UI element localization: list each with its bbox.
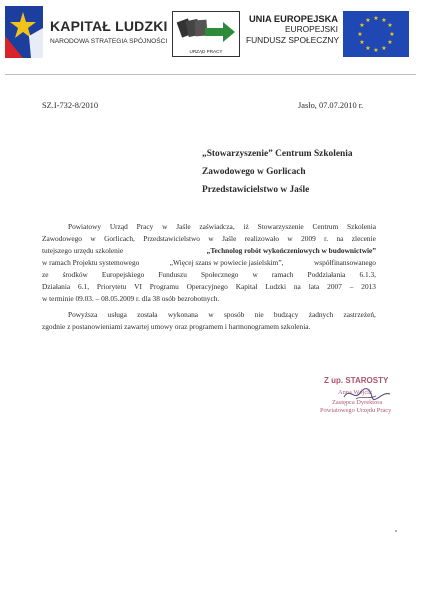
svg-text:★: ★	[365, 45, 371, 52]
word: iż	[243, 222, 249, 231]
urzad-pracy-caption: URZĄD PRACY	[189, 49, 223, 54]
svg-text:★: ★	[381, 45, 387, 52]
eu-line-1: EUROPEJSKI	[284, 24, 338, 34]
word: Działania	[42, 282, 71, 291]
word: Zawodowego	[42, 234, 82, 243]
svg-text:★: ★	[389, 31, 395, 38]
stamp-office: Powiatowego Urzędu Pracy	[320, 407, 392, 414]
word: w	[90, 234, 96, 243]
word: zlecenie	[351, 234, 376, 243]
word: Kapitał	[235, 282, 258, 291]
svg-text:★: ★	[373, 15, 379, 22]
word: 2013	[361, 282, 376, 291]
word: Społecznego	[200, 270, 239, 279]
word: nie	[254, 310, 264, 319]
stamp-name: Anna Wójcik	[338, 389, 373, 396]
project-name: „Więcej szans w powiecie jasielskim”,	[169, 258, 284, 267]
p2-line-2	[42, 321, 376, 333]
addressee-line-1: „Stowarzyszenie” Centrum Szkolenia	[202, 149, 353, 159]
eu-flag-icon	[343, 11, 409, 57]
kapital-ludzki-title: KAPITAŁ LUDZKI	[50, 18, 168, 34]
word: Powyższa	[68, 310, 98, 319]
eu-text-block	[246, 14, 338, 46]
word: w	[252, 270, 258, 279]
p1-line-1	[42, 221, 376, 233]
p1-line-3	[42, 245, 376, 257]
eu-title: UNIA EUROPEJSKA	[248, 14, 338, 24]
word: Przedstawicielstwo	[143, 234, 200, 243]
svg-text:★: ★	[357, 31, 363, 38]
word: budzący	[273, 310, 299, 319]
word: Stowarzyszenie	[257, 222, 304, 231]
urzad-pracy-arrow-icon	[175, 14, 237, 48]
word: została	[137, 310, 158, 319]
word: Pracy	[136, 222, 154, 231]
text-span: w terminie 09.03. – 08.05.2009 r. dla 38 osób bezrobotnych.	[42, 294, 220, 303]
word: 6.1.3,	[359, 270, 376, 279]
word: środków	[62, 270, 88, 279]
p1-line-4	[42, 257, 376, 269]
p1-line-2	[42, 233, 376, 245]
word: Centrum	[312, 222, 339, 231]
word: lata	[308, 282, 320, 291]
word: VI	[134, 282, 142, 291]
word: realizowało	[244, 234, 279, 243]
word: w	[287, 234, 293, 243]
word: 6.1,	[78, 282, 90, 291]
word: w	[162, 222, 168, 231]
course-title: „Technolog robót wykończeniowych w budownictwie”	[206, 246, 376, 255]
p1-line-6	[42, 281, 376, 293]
word: sposób	[223, 310, 245, 319]
word: Ludzki	[265, 282, 286, 291]
text-span: tutejszego urzędu szkolenie	[42, 246, 124, 255]
word: zaświadcza,	[199, 222, 235, 231]
letterhead	[0, 4, 422, 76]
p2-line-1	[42, 309, 376, 321]
word: Funduszu	[158, 270, 187, 279]
word: Gorlicach,	[104, 234, 135, 243]
word: Programu	[149, 282, 179, 291]
word: Europejskiego	[101, 270, 145, 279]
word: Poddziałania	[307, 270, 346, 279]
kapital-ludzki-subtitle: NARODOWA STRATEGIA SPÓJNOŚCI	[50, 38, 168, 45]
svg-text:★: ★	[381, 17, 387, 24]
signature-icon	[342, 385, 392, 403]
word: –	[349, 282, 354, 291]
word: Urząd	[109, 222, 128, 231]
word: Szkolenia	[347, 222, 376, 231]
urzad-pracy-logo	[172, 11, 240, 57]
svg-text:★: ★	[359, 39, 365, 46]
word: w	[208, 234, 214, 243]
stamp-position: Zastępca Dyrektora	[332, 399, 383, 406]
word: Jaśle	[222, 234, 237, 243]
word: Jaśle	[176, 222, 191, 231]
word: Priorytetu	[96, 282, 127, 291]
scan-speck	[395, 530, 397, 532]
svg-text:★: ★	[373, 47, 379, 54]
word: w	[208, 310, 214, 319]
word: 2007	[327, 282, 342, 291]
word: na	[293, 282, 301, 291]
word: ramach	[271, 270, 294, 279]
svg-text:★: ★	[387, 22, 393, 29]
word: Powiatowy	[68, 222, 102, 231]
word: zastrzeżeń,	[343, 310, 376, 319]
text-span: w ramach Projektu systemowego	[42, 258, 140, 267]
text-span: zgodnie z postanowieniami zawartej umowy oraz programem i harmonogramem szkolenia.	[42, 322, 311, 331]
reference-number: SZ.I-732-8/2010	[42, 101, 99, 110]
word: 2009	[301, 234, 316, 243]
header-divider	[5, 74, 416, 75]
letter-date: Jasło, 07.07.2010 r.	[298, 101, 364, 110]
word: żadnych	[308, 310, 334, 319]
addressee-line-3: Przedstawicielstwo w Jaśle	[202, 185, 310, 195]
addressee-line-2: Zawodowego w Gorlicach	[202, 167, 306, 177]
word: Operacyjnego	[186, 282, 228, 291]
stamp-title: Z up. STAROSTY	[324, 376, 389, 385]
word: usługa	[107, 310, 127, 319]
word: r.	[324, 234, 329, 243]
letter-body	[42, 221, 376, 333]
p1-line-5	[42, 269, 376, 281]
word: ze	[42, 270, 49, 279]
svg-text:★: ★	[365, 17, 371, 24]
official-stamp	[302, 373, 414, 423]
kapital-ludzki-logo-icon	[5, 6, 43, 58]
word: na	[336, 234, 344, 243]
svg-text:★: ★	[359, 22, 365, 29]
text-span: współfinansowanego	[313, 258, 376, 267]
word: wykonana	[167, 310, 199, 319]
p1-line-7	[42, 293, 376, 305]
eu-line-2: FUNDUSZ SPOŁECZNY	[246, 35, 340, 45]
svg-text:★: ★	[387, 39, 393, 46]
